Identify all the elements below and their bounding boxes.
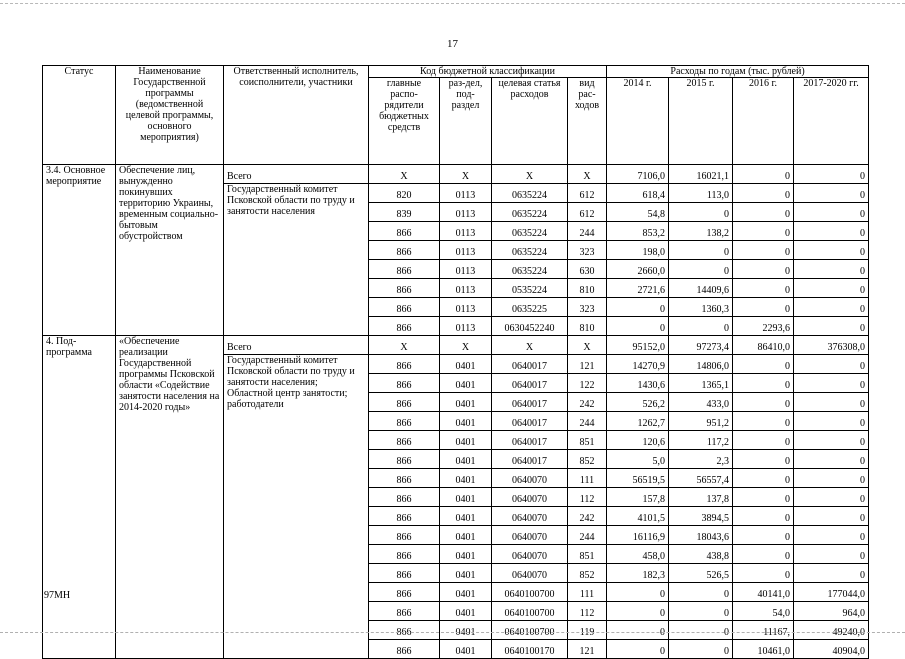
scan-bottom-edge: [0, 632, 905, 634]
expense-2014-cell: 526,2: [607, 393, 669, 412]
section-cell: 0113: [440, 203, 492, 222]
expense-2016-cell: 0: [733, 222, 794, 241]
header-expense-type: вид рас-ходов: [568, 78, 607, 165]
expense-2016-cell: 0: [733, 279, 794, 298]
expense-2015-cell: 526,5: [669, 564, 733, 583]
header-main-managers: главные распо-рядители бюджетных средств: [369, 78, 440, 165]
expense-type-cell: 810: [568, 317, 607, 336]
expense-2015-cell: 0: [669, 241, 733, 260]
expense-2017-2020-cell: 0: [794, 488, 869, 507]
expense-2017-2020-cell: 40904,0: [794, 640, 869, 659]
budget-table: [42, 65, 869, 659]
expense-2016-cell: 0: [733, 545, 794, 564]
main-manager-cell: 866: [369, 374, 440, 393]
expense-2016-cell: 0: [733, 488, 794, 507]
expense-2014-cell: 5,0: [607, 450, 669, 469]
target-article-cell: 0640017: [492, 450, 568, 469]
expense-2016-cell: 0: [733, 165, 794, 184]
expense-2016-cell: 0: [733, 355, 794, 374]
expense-2015-cell: 0: [669, 203, 733, 222]
target-article-cell: 0640070: [492, 526, 568, 545]
target-article-cell: 0640070: [492, 469, 568, 488]
expense-2017-2020-cell: 0: [794, 564, 869, 583]
participants-cell: Государственный комитет Псковской области по труду и занятости населения: [224, 184, 369, 336]
status-cell: 4. Под-программа: [43, 336, 116, 659]
main-manager-cell: 866: [369, 260, 440, 279]
expense-2014-cell: 0: [607, 640, 669, 659]
expense-type-cell: 244: [568, 526, 607, 545]
expense-type-cell: 612: [568, 203, 607, 222]
expense-2014-cell: 1262,7: [607, 412, 669, 431]
target-article-cell: 0640017: [492, 355, 568, 374]
expense-2017-2020-cell: 0: [794, 260, 869, 279]
expense-type-cell: 244: [568, 412, 607, 431]
expense-type-cell: 244: [568, 222, 607, 241]
main-manager-cell: 866: [369, 526, 440, 545]
main-manager-cell: 866: [369, 469, 440, 488]
target-article-cell: 0640070: [492, 564, 568, 583]
expense-2016-cell: 11167,: [733, 621, 794, 640]
section-cell: 0113: [440, 317, 492, 336]
expense-2014-cell: 182,3: [607, 564, 669, 583]
expense-2014-cell: 54,8: [607, 203, 669, 222]
header-program-name: Наименование Государственной программы (ведомственной целевой программы, основного мероприятия): [116, 66, 224, 165]
expense-2015-cell: 0: [669, 640, 733, 659]
section-cell: 0113: [440, 279, 492, 298]
expense-2015-cell: 0: [669, 317, 733, 336]
target-article-cell: 0640017: [492, 412, 568, 431]
main-manager-cell: X: [369, 165, 440, 184]
main-manager-cell: 866: [369, 279, 440, 298]
target-article-cell: 0640017: [492, 431, 568, 450]
expense-2016-cell: 0: [733, 450, 794, 469]
header-section: раз-дел, под-раздел: [440, 78, 492, 165]
expense-type-cell: X: [568, 336, 607, 355]
target-article-cell: 0640070: [492, 507, 568, 526]
main-manager-cell: X: [369, 336, 440, 355]
expense-type-cell: 810: [568, 279, 607, 298]
target-article-cell: 0640100700: [492, 621, 568, 640]
expense-2016-cell: 0: [733, 298, 794, 317]
section-cell: 0401: [440, 545, 492, 564]
expense-2014-cell: 198,0: [607, 241, 669, 260]
expense-2017-2020-cell: 0: [794, 431, 869, 450]
expense-2016-cell: 2293,6: [733, 317, 794, 336]
expense-2016-cell: 10461,0: [733, 640, 794, 659]
expense-type-cell: 852: [568, 564, 607, 583]
main-manager-cell: 866: [369, 640, 440, 659]
expense-type-cell: 122: [568, 374, 607, 393]
expense-2017-2020-cell: 0: [794, 374, 869, 393]
expense-type-cell: 323: [568, 241, 607, 260]
status-cell: 3.4. Основное мероприятие: [43, 165, 116, 336]
target-article-cell: 0635224: [492, 222, 568, 241]
footer-code: 97МН: [44, 590, 71, 601]
header-year-2015: 2015 г.: [669, 78, 733, 165]
expense-type-cell: 112: [568, 488, 607, 507]
section-cell: X: [440, 165, 492, 184]
expense-2015-cell: 117,2: [669, 431, 733, 450]
expense-2015-cell: 433,0: [669, 393, 733, 412]
expense-2015-cell: 0: [669, 583, 733, 602]
section-cell: 0401: [440, 526, 492, 545]
table-row: [43, 165, 869, 184]
main-manager-cell: 866: [369, 298, 440, 317]
expense-2016-cell: 0: [733, 526, 794, 545]
expense-2014-cell: 2721,6: [607, 279, 669, 298]
expense-2016-cell: 0: [733, 507, 794, 526]
expense-2016-cell: 0: [733, 431, 794, 450]
section-cell: 0401: [440, 355, 492, 374]
main-manager-cell: 866: [369, 564, 440, 583]
expense-2017-2020-cell: 177044,0: [794, 583, 869, 602]
total-label-cell: Всего: [224, 336, 369, 355]
expense-2015-cell: 138,2: [669, 222, 733, 241]
target-article-cell: 0635224: [492, 184, 568, 203]
expense-2017-2020-cell: 0: [794, 545, 869, 564]
main-manager-cell: 866: [369, 450, 440, 469]
expense-2017-2020-cell: 49240,0: [794, 621, 869, 640]
main-manager-cell: 866: [369, 222, 440, 241]
main-manager-cell: 866: [369, 602, 440, 621]
target-article-cell: 0640017: [492, 374, 568, 393]
expense-2016-cell: 0: [733, 203, 794, 222]
main-manager-cell: 866: [369, 488, 440, 507]
expense-2014-cell: 0: [607, 602, 669, 621]
header-expenses: Расходы по годам (тыс. рублей): [607, 66, 869, 78]
expense-type-cell: 119: [568, 621, 607, 640]
expense-2014-cell: 157,8: [607, 488, 669, 507]
section-cell: 0401: [440, 602, 492, 621]
expense-2014-cell: 0: [607, 298, 669, 317]
section-cell: 0401: [440, 621, 492, 640]
main-manager-cell: 866: [369, 393, 440, 412]
expense-2015-cell: 14409,6: [669, 279, 733, 298]
header-budget-code: Код бюджетной классификации: [369, 66, 607, 78]
expense-2014-cell: 0: [607, 317, 669, 336]
target-article-cell: 0635224: [492, 260, 568, 279]
expense-2015-cell: 0: [669, 602, 733, 621]
header-year-2014: 2014 г.: [607, 78, 669, 165]
section-cell: 0113: [440, 184, 492, 203]
expense-2014-cell: 4101,5: [607, 507, 669, 526]
main-manager-cell: 839: [369, 203, 440, 222]
target-article-cell: 0640100700: [492, 602, 568, 621]
expense-2014-cell: 0: [607, 583, 669, 602]
program-name-cell: «Обеспечение реализации Государственной программы Псковской области «Содействие занятости населения на 2014-2020 годы»: [116, 336, 224, 659]
expense-2017-2020-cell: 0: [794, 450, 869, 469]
expense-2014-cell: 120,6: [607, 431, 669, 450]
expense-type-cell: 242: [568, 507, 607, 526]
expense-type-cell: 111: [568, 469, 607, 488]
expense-type-cell: 111: [568, 583, 607, 602]
expense-2016-cell: 54,0: [733, 602, 794, 621]
expense-type-cell: 851: [568, 545, 607, 564]
expense-2015-cell: 14806,0: [669, 355, 733, 374]
section-cell: 0401: [440, 431, 492, 450]
expense-type-cell: 612: [568, 184, 607, 203]
target-article-cell: 0640100170: [492, 640, 568, 659]
section-cell: 0401: [440, 450, 492, 469]
header-year-2016: 2016 г.: [733, 78, 794, 165]
expense-2015-cell: 56557,4: [669, 469, 733, 488]
section-cell: 0401: [440, 564, 492, 583]
expense-2017-2020-cell: 964,0: [794, 602, 869, 621]
main-manager-cell: 866: [369, 355, 440, 374]
expense-2015-cell: 951,2: [669, 412, 733, 431]
expense-2017-2020-cell: 0: [794, 298, 869, 317]
expense-2016-cell: 86410,0: [733, 336, 794, 355]
expense-2015-cell: 18043,6: [669, 526, 733, 545]
expense-2017-2020-cell: 0: [794, 469, 869, 488]
section-cell: 0401: [440, 393, 492, 412]
main-manager-cell: 866: [369, 241, 440, 260]
expense-2016-cell: 0: [733, 393, 794, 412]
expense-2017-2020-cell: 0: [794, 393, 869, 412]
expense-2014-cell: 16116,9: [607, 526, 669, 545]
total-label-cell: Всего: [224, 165, 369, 184]
expense-2014-cell: 853,2: [607, 222, 669, 241]
expense-type-cell: 630: [568, 260, 607, 279]
expense-2017-2020-cell: 0: [794, 222, 869, 241]
expense-2016-cell: 0: [733, 412, 794, 431]
page-number: 17: [447, 38, 458, 50]
expense-type-cell: 851: [568, 431, 607, 450]
main-manager-cell: 866: [369, 317, 440, 336]
expense-2014-cell: 458,0: [607, 545, 669, 564]
expense-2015-cell: 2,3: [669, 450, 733, 469]
table-row: [43, 336, 869, 355]
target-article-cell: 0640017: [492, 393, 568, 412]
expense-2014-cell: 0: [607, 621, 669, 640]
header-year-2017-2020: 2017-2020 гг.: [794, 78, 869, 165]
expense-type-cell: 121: [568, 640, 607, 659]
expense-2016-cell: 0: [733, 374, 794, 393]
target-article-cell: X: [492, 336, 568, 355]
expense-2015-cell: 97273,4: [669, 336, 733, 355]
header-status: Статус: [43, 66, 116, 165]
expense-type-cell: 852: [568, 450, 607, 469]
main-manager-cell: 866: [369, 507, 440, 526]
main-manager-cell: 866: [369, 621, 440, 640]
target-article-cell: X: [492, 165, 568, 184]
section-cell: 0401: [440, 374, 492, 393]
expense-2015-cell: 0: [669, 621, 733, 640]
table-body: [43, 165, 869, 659]
expense-2015-cell: 0: [669, 260, 733, 279]
expense-2017-2020-cell: 0: [794, 165, 869, 184]
section-cell: 0401: [440, 469, 492, 488]
expense-2015-cell: 3894,5: [669, 507, 733, 526]
expense-2015-cell: 16021,1: [669, 165, 733, 184]
expense-2015-cell: 1360,3: [669, 298, 733, 317]
expense-2017-2020-cell: 0: [794, 241, 869, 260]
main-manager-cell: 866: [369, 431, 440, 450]
header-responsible: Ответственный исполнитель, соисполнители, участники: [224, 66, 369, 165]
section-cell: 0113: [440, 260, 492, 279]
main-manager-cell: 866: [369, 545, 440, 564]
target-article-cell: 0640070: [492, 545, 568, 564]
section-cell: 0401: [440, 412, 492, 431]
expense-2017-2020-cell: 0: [794, 355, 869, 374]
target-article-cell: 0640070: [492, 488, 568, 507]
expense-2017-2020-cell: 0: [794, 317, 869, 336]
program-name-cell: Обеспечение лиц, вынужденно покинувших территорию Украины, временным социально-бытовым обустройством: [116, 165, 224, 336]
expense-type-cell: 323: [568, 298, 607, 317]
section-cell: 0113: [440, 298, 492, 317]
expense-2017-2020-cell: 376308,0: [794, 336, 869, 355]
expense-2014-cell: 1430,6: [607, 374, 669, 393]
expense-type-cell: 121: [568, 355, 607, 374]
expense-2017-2020-cell: 0: [794, 279, 869, 298]
expense-2014-cell: 7106,0: [607, 165, 669, 184]
expense-2014-cell: 95152,0: [607, 336, 669, 355]
main-manager-cell: 866: [369, 412, 440, 431]
expense-type-cell: 242: [568, 393, 607, 412]
target-article-cell: 0535224: [492, 279, 568, 298]
expense-2017-2020-cell: 0: [794, 526, 869, 545]
expense-2017-2020-cell: 0: [794, 203, 869, 222]
section-cell: 0113: [440, 241, 492, 260]
expense-2014-cell: 618,4: [607, 184, 669, 203]
expense-2016-cell: 0: [733, 241, 794, 260]
expense-2015-cell: 137,8: [669, 488, 733, 507]
target-article-cell: 0640100700: [492, 583, 568, 602]
participants-cell: Государственный комитет Псковской области по труду и занятости населения; Областной центр занятости; работодатели: [224, 355, 369, 659]
section-cell: 0401: [440, 640, 492, 659]
expense-2015-cell: 438,8: [669, 545, 733, 564]
expense-2014-cell: 14270,9: [607, 355, 669, 374]
section-cell: 0113: [440, 222, 492, 241]
section-cell: 0401: [440, 583, 492, 602]
expense-2016-cell: 0: [733, 260, 794, 279]
scan-top-edge: [0, 0, 905, 4]
expense-2017-2020-cell: 0: [794, 507, 869, 526]
target-article-cell: 0635225: [492, 298, 568, 317]
header-target-article: целевая статья расходов: [492, 78, 568, 165]
expense-type-cell: X: [568, 165, 607, 184]
main-manager-cell: 866: [369, 583, 440, 602]
expense-2017-2020-cell: 0: [794, 184, 869, 203]
expense-2017-2020-cell: 0: [794, 412, 869, 431]
expense-2016-cell: 0: [733, 564, 794, 583]
expense-type-cell: 112: [568, 602, 607, 621]
target-article-cell: 0630452240: [492, 317, 568, 336]
expense-2014-cell: 56519,5: [607, 469, 669, 488]
main-manager-cell: 820: [369, 184, 440, 203]
expense-2015-cell: 1365,1: [669, 374, 733, 393]
section-cell: 0401: [440, 488, 492, 507]
expense-2016-cell: 0: [733, 469, 794, 488]
target-article-cell: 0635224: [492, 241, 568, 260]
expense-2016-cell: 40141,0: [733, 583, 794, 602]
expense-2015-cell: 113,0: [669, 184, 733, 203]
target-article-cell: 0635224: [492, 203, 568, 222]
expense-2016-cell: 0: [733, 184, 794, 203]
section-cell: 0401: [440, 507, 492, 526]
section-cell: X: [440, 336, 492, 355]
expense-2014-cell: 2660,0: [607, 260, 669, 279]
